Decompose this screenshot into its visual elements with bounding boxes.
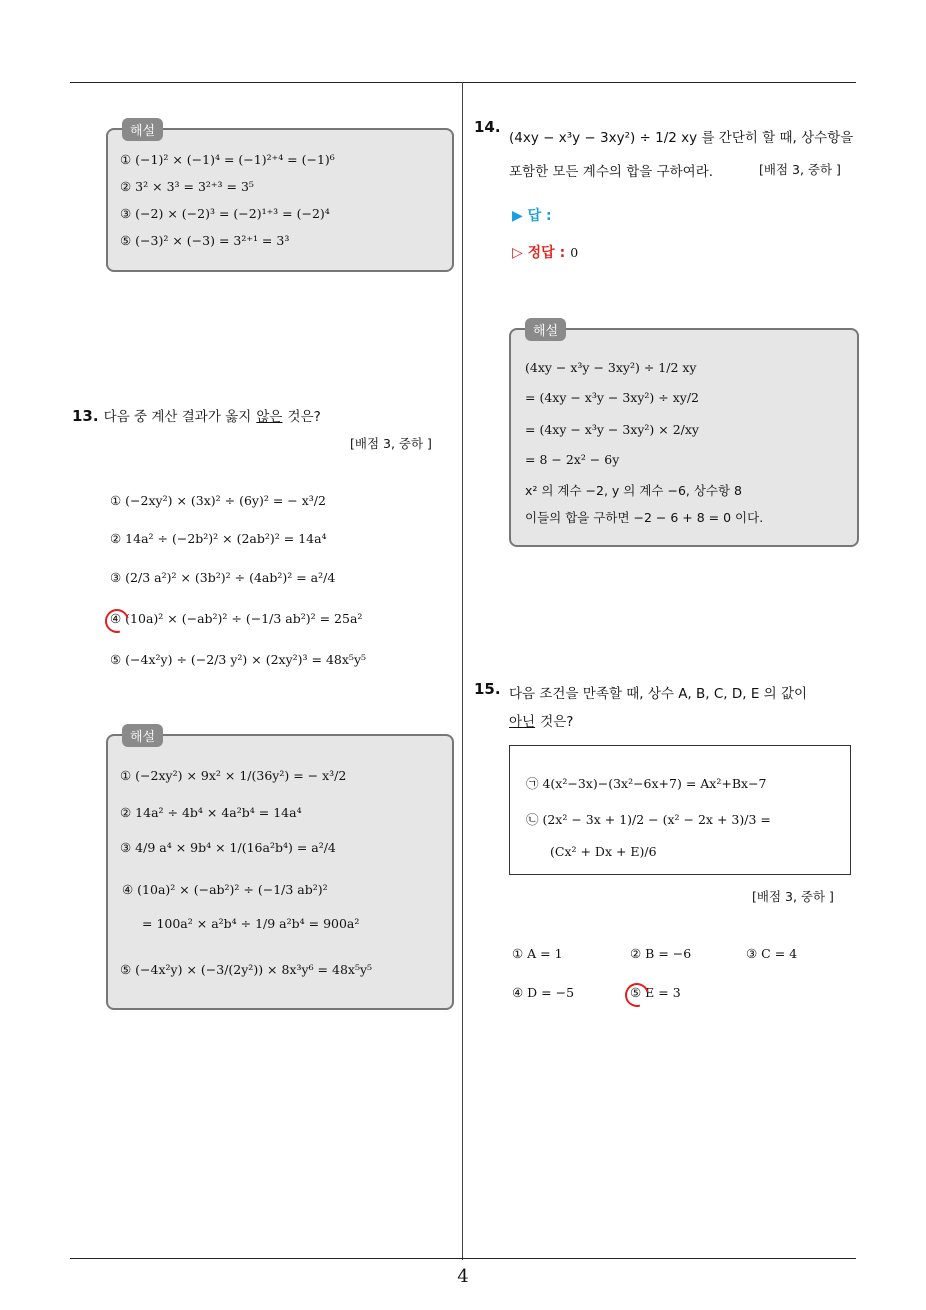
question-15-points: [배점 3, 중하 ] — [752, 889, 834, 904]
q13-option-2[interactable]: ② 14a² ÷ (−2b²)² × (2ab²)² = 14a⁴ — [110, 531, 327, 546]
solution-line: = 100a² × a²b⁴ ÷ 1/9 a²b⁴ = 900a² — [142, 916, 360, 931]
solution-line: ③ (−2) × (−2)³ = (−2)¹⁺³ = (−2)⁴ — [120, 206, 330, 221]
page-number: 4 — [457, 1266, 469, 1287]
solution-box-prev — [106, 124, 454, 272]
answer-input-label[interactable]: ▶ 답 : — [512, 208, 552, 224]
condition-1: ㉠ 4(x²−3x)−(3x²−6x+7) = Ax²+Bx−7 — [526, 776, 767, 791]
column-divider — [462, 82, 463, 1260]
solution-line: = 8 − 2x² − 6y — [525, 452, 620, 467]
solution-line: ③ 4/9 a⁴ × 9b⁴ × 1/(16a²b⁴) = a²/4 — [120, 840, 336, 855]
top-rule — [70, 82, 856, 83]
answer-circle-mark — [621, 979, 654, 1012]
solution-line: x² 의 계수 −2, y 의 계수 −6, 상수항 8 — [525, 483, 742, 498]
q13-option-3[interactable]: ③ (2/3 a²)² × (3b²)² ÷ (4ab²)² = a²/4 — [110, 570, 336, 585]
question-13-stem — [72, 405, 321, 425]
correct-answer-label: ▷ 정답 : — [512, 245, 566, 261]
question-text-emphasis: 아닌 — [509, 714, 536, 730]
solution-tag: 해설 — [525, 318, 566, 341]
solution-tag: 해설 — [122, 724, 163, 747]
correct-answer-row — [512, 242, 578, 262]
solution-box-13 — [106, 730, 454, 1010]
question-text-end: 것은? — [540, 714, 574, 730]
solution-line: ⑤ (−4x²y) × (−3/(2y²)) × 8x³y⁶ = 48x⁵y⁵ — [120, 962, 373, 977]
question-14-line2: 포함한 모든 계수의 합을 구하여라. — [509, 164, 714, 180]
solution-line: ② 14a² ÷ 4b⁴ × 4a²b⁴ = 14a⁴ — [120, 805, 302, 820]
q15-option-2[interactable]: ② B = −6 — [630, 946, 692, 961]
q15-option-4[interactable]: ④ D = −5 — [512, 985, 575, 1000]
correct-answer-value: 0 — [570, 245, 579, 260]
question-15-line1: 다음 조건을 만족할 때, 상수 A, B, C, D, E 의 값이 — [509, 686, 808, 702]
question-text-emphasis: 않은 — [256, 409, 283, 425]
question-14-points: [배점 3, 중하 ] — [759, 162, 841, 177]
condition-2-rhs: (Cx² + Dx + E)/6 — [550, 844, 657, 859]
condition-box — [509, 745, 851, 875]
question-number: 15. — [474, 680, 501, 698]
solution-line: ⑤ (−3)² × (−3) = 3²⁺¹ = 3³ — [120, 233, 290, 248]
bottom-rule — [70, 1258, 856, 1259]
question-text-end: 것은? — [287, 409, 321, 425]
solution-line: (4xy − x³y − 3xy²) ÷ 1/2 xy — [525, 360, 697, 375]
solution-box-14 — [509, 324, 859, 547]
question-text: 다음 중 계산 결과가 옳지 — [103, 409, 252, 425]
solution-line: ② 3² × 3³ = 3²⁺³ = 3⁵ — [120, 179, 254, 194]
solution-line: 이들의 합을 구하면 −2 − 6 + 8 = 0 이다. — [525, 510, 764, 525]
q13-option-1[interactable]: ① (−2xy²) × (3x)² ÷ (6y)² = − x³/2 — [110, 493, 326, 508]
q13-option-4[interactable]: ④ (10a)² × (−ab²)² ÷ (−1/3 ab²)² = 25a² — [110, 611, 363, 626]
question-14-line1: (4xy − x³y − 3xy²) ÷ 1/2 xy 를 간단히 할 때, 상수항을 — [509, 130, 854, 146]
solution-line: = (4xy − x³y − 3xy²) ÷ xy/2 — [525, 390, 699, 405]
solution-line: ① (−1)² × (−1)⁴ = (−1)²⁺⁴ = (−1)⁶ — [120, 152, 335, 167]
question-number: 13. — [72, 407, 99, 425]
answer-circle-mark — [101, 605, 134, 638]
solution-tag: 해설 — [122, 118, 163, 141]
solution-line: ① (−2xy²) × 9x² × 1/(36y²) = − x³/2 — [120, 768, 347, 783]
q15-option-5[interactable]: ⑤ E = 3 — [630, 985, 681, 1000]
question-13-points: [배점 3, 중하 ] — [350, 436, 432, 451]
solution-line: ④ (10a)² × (−ab²)² ÷ (−1/3 ab²)² — [122, 882, 328, 897]
q15-option-3[interactable]: ③ C = 4 — [746, 946, 798, 961]
question-15-line2 — [509, 710, 573, 730]
q13-option-5[interactable]: ⑤ (−4x²y) ÷ (−2/3 y²) × (2xy²)³ = 48x⁵y⁵ — [110, 652, 367, 667]
condition-2: ㉡ (2x² − 3x + 1)/2 − (x² − 2x + 3)/3 = — [526, 812, 771, 827]
question-number: 14. — [474, 118, 501, 136]
q15-option-1[interactable]: ① A = 1 — [512, 946, 563, 961]
solution-line: = (4xy − x³y − 3xy²) × 2/xy — [525, 422, 699, 437]
